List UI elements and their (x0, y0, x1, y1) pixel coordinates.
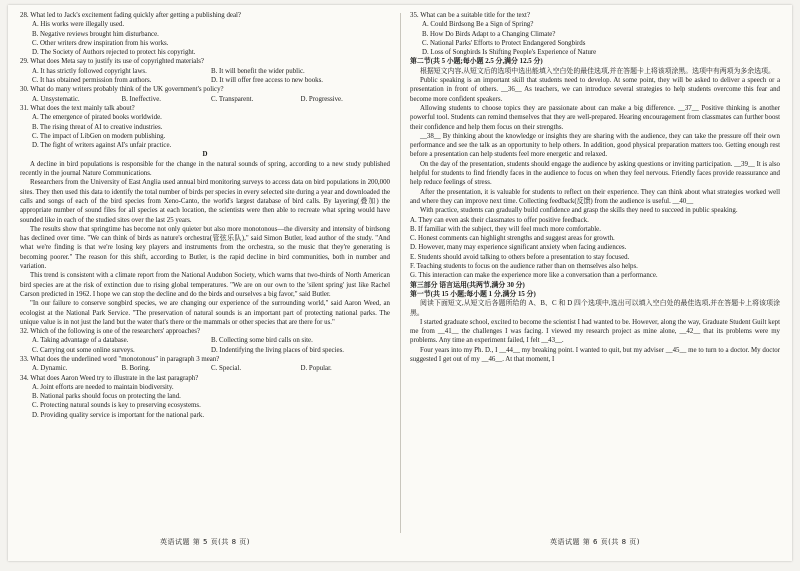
gap-fill-option-e: E. Students should avoid talking to others before a presentation to stay focused. (410, 253, 630, 261)
passage-d-label: D (202, 151, 208, 159)
passage-d-paragraph: The results show that springtime has become not only quieter but also more monotonous—the diversity and intensity of birdsong has declined over time. "We can think of birds as nature's orchestra(管弦乐队)," said Simon Butler, lead author of the study. "And what we're finding is that we're losing key players and instruments from the orchestra, so the music that they're generating is becoming poorer." The reason for this shift, according to Butler, is the rapid decline in bird communities, both in number and variation. (20, 225, 390, 271)
exam-sheet (8, 5, 792, 561)
q35-option-d: D. Loss of Songbirds Is Shifting People's Experience of Nature (422, 49, 597, 57)
q29-option-d: D. It will offer free access to new books. (211, 77, 323, 85)
q28-option-c: C. Other writers drew inspiration from his works. (32, 39, 169, 47)
gap-fill-paragraph: With practice, students can gradually build confidence and grasp the skills they need to succeed in public speaking. (420, 207, 738, 215)
gap-fill-paragraph: Public speaking is an important skill that students need to develop. At some point, they will be asked to deliver a speech or a presentation in front of others. __36__ As teachers, we can introduce several strategies to help students overcome this fear and become more confident speakers. (410, 77, 780, 103)
question-28-stem: 28. What led to Jack's excitement fading quickly after getting a publishing deal? (20, 12, 241, 19)
q30-options (20, 95, 390, 104)
part-3-title: 第三部分 语言运用(共两节,满分 30 分) (410, 281, 525, 289)
question-32-stem: 32. Which of the following is one of the researchers' approaches? (20, 328, 201, 336)
q33-option-d: D. Popular. (300, 365, 332, 373)
q28-option-a: A. His works were illegally used. (32, 21, 125, 29)
gap-fill-paragraph: Allowing students to choose topics they are passionate about can make a big difference. __37__ Positive thinking is another powerful tool. Students can remind themselves that they are well-prepared. Hearing encouragement from classmates can further boost their confidence and help them focus on their strengths. (410, 104, 780, 131)
passage-d-paragraph: This trend is consistent with a climate report from the National Audubon Society, which warns that two-thirds of North American bird species are at the risk of extinction due to rising global temperatures. "We are on our own to the 'silent spring' just like Rachel Carson predicted in 1962. I hope we can stop the decline and do the birds and ourselves a big favor," said Butler. (20, 272, 390, 298)
q34-option-b: B. National parks should focus on protecting the land. (32, 393, 181, 401)
passage-d-paragraph: "In our failure to conserve songbird species, we are changing our experience of the surrounding world," said Aaron Weed, an ecologist at the National Park Service. "The preservation of natural sounds is an important part of protecting national parks. The unique value is in not just the land but the water that's there or the mammals or other species that are there for us." (20, 300, 390, 326)
gap-fill-option-g: G. This interaction can make the experience more like a conversation than a performance. (410, 272, 658, 280)
q32-option-b: B. Collecting some bird calls on site. (211, 337, 313, 345)
q31-option-c: C. The impact of LibGen on modern publishing. (32, 132, 166, 140)
q33-option-b: B. Boring. (121, 365, 151, 373)
q34-option-a: A. Joint efforts are needed to maintain biodiversity. (32, 383, 174, 391)
q34-option-d: D. Providing quality service is important for the national park. (32, 411, 205, 419)
gap-fill-paragraph: On the day of the presentation, students should engage the audience by asking questions or inviting participation. __39__ It is also helpful for students to find friendly faces in the audience to focus on when they feel nervous. Friendly faces provide reassurance and help reduce feelings of stress. (410, 160, 780, 187)
question-35-stem: 35. What can be a suitable title for the text? (410, 12, 531, 19)
q28-option-d: D. The Society of Authors rejected to protect his copyright. (32, 49, 196, 57)
question-31-stem: 31. What does the text mainly talk about? (20, 104, 135, 112)
part-3-instructions: 阅读下面短文,从短文后各题所给的 A、B、C 和 D 四个选项中,选出可以填入空白处的最佳选项,并在答题卡上将该项涂黑。 (410, 300, 780, 317)
section-2-title: 第二节(共 5 小题;每小题 2.5 分,满分 12.5 分) (410, 58, 543, 66)
passage-d-paragraph: A decline in bird populations is responsible for the change in the natural sounds of spring, according to a new study published recently in the journal Nature Communications. (20, 160, 390, 178)
column-divider (400, 13, 401, 533)
question-29-stem: 29. What does Meta say to justify its use of copyrighted materials? (20, 58, 204, 66)
gap-fill-option-f: F. Teaching students to focus on the audience rather than on themselves also helps. (410, 263, 638, 271)
q29-option-a: A. It has strictly followed copyright laws. (32, 67, 147, 75)
q33-option-a: A. Dynamic. (32, 365, 68, 373)
gap-fill-option-a: A. They can even ask their classmates to offer positive feedback. (410, 216, 589, 224)
q32-options-row-2 (20, 346, 390, 355)
page-5-footer: 英语试题 第 5 页(共 8 页) (160, 538, 250, 546)
q31-option-d: D. The fight of writers against AI's unfair practice. (32, 142, 172, 150)
q31-option-a: A. The emergence of pirated books worldwide. (32, 114, 162, 122)
section-2-instructions: 根据短文内容,从短文后的选项中选出能填入空白处的最佳选项,并在答题卡上将该项涂黑。选项中有两项为多余选项。 (420, 67, 775, 75)
question-30-stem: 30. What do many writers probably think of the UK government's policy? (20, 86, 224, 94)
q31-option-b: B. The rising threat of AI to creative industries. (32, 123, 163, 131)
question-33-stem: 33. What does the underlined word "monotonous" in paragraph 3 mean? (20, 355, 220, 363)
right-column (410, 11, 780, 529)
gap-fill-option-c: C. Honest comments can highlight strengths and suggest areas for growth. (410, 235, 615, 243)
q30-option-d: D. Progressive. (300, 95, 343, 103)
q34-option-c: C. Protecting natural sounds is key to preserving ecosystems. (32, 402, 201, 410)
cloze-paragraph: Four years into my Ph. D., I __44__ my breaking point. I wanted to quit, but my adviser __45__ me to turn to a doctor. My doctor suggested I get out of my __46__. At that moment, I (410, 346, 780, 363)
gap-fill-option-d: D. However, many may experience significant anxiety when facing audiences. (410, 244, 627, 252)
q29-option-b: B. It will benefit the wider public. (211, 67, 305, 75)
page-6-footer: 英语试题 第 6 页(共 8 页) (550, 538, 640, 546)
q35-option-c: C. National Parks' Efforts to Protect Endangered Songbirds (422, 39, 586, 47)
part-3-section-1-title: 第一节(共 15 小题;每小题 1 分,满分 15 分) (410, 290, 536, 298)
cloze-paragraph: I started graduate school, excited to become the scientist I had wanted to be. However, along the way, Graduate Student Guilt kept me from __41__ the challenges I was facing. I viewed my research project as mine alone, __42__ that its problems were my problems. Any time an experiment failed, I felt __43__. (410, 318, 780, 345)
gap-fill-paragraph: __38__ By thinking about the knowledge or insights they are sharing with the audience, they can take the pressure off their own performance and see the talk as an opportunity to help others. In addition, good physical preparation matters too. Getting enough rest before a presentation can help students feel more energetic and relaxed. (410, 132, 780, 159)
q29-options-row-1 (20, 67, 390, 76)
q32-option-a: A. Taking advantage of a database. (32, 337, 129, 345)
q32-options-row-1 (20, 336, 390, 345)
q35-option-b: B. How Do Birds Adapt to a Changing Climate? (422, 30, 556, 38)
question-34-stem: 34. What does Aaron Weed try to illustrate in the last paragraph? (20, 374, 199, 382)
q29-option-c: C. It has obtained permission from authors. (32, 77, 152, 85)
q30-option-a: A. Unsystematic. (32, 95, 80, 103)
q33-options (20, 364, 390, 373)
q32-option-c: C. Carrying out some online surveys. (32, 346, 135, 354)
gap-fill-option-b: B. If familiar with the subject, they will feel much more comfortable. (410, 225, 601, 233)
passage-d-paragraph: Researchers from the University of East Anglia used annual bird monitoring surveys to access data on bird populations in 200,000 sites. They then used this data to identify the total number of birds per species in every selected site during a year and downloaded the calls and songs of each of the bird species from Xeno-Canto, the world's largest database of bird calls. By layering(叠加) the appropriate number of sound files for all species at each location, the scientists were then able to recreate what spring would have sounded like in each of the studied sites over the last 25 years. (20, 179, 390, 224)
left-column (20, 11, 390, 529)
q28-option-b: B. Negative reviews brought him disturbance. (32, 30, 159, 38)
q35-option-a: A. Could Birdsong Be a Sign of Spring? (422, 21, 534, 29)
q32-option-d: D. Indentifying the living places of bird species. (211, 346, 344, 354)
q33-option-c: C. Special. (211, 365, 242, 373)
q30-option-b: B. Ineffective. (121, 95, 161, 103)
gap-fill-paragraph: After the presentation, it is valuable for students to reflect on their experience. They can think about what strategies worked well and where they can improve next time. Collecting feedback(反馈) from the audience is useful. __40__ (410, 188, 780, 205)
q29-options-row-2 (20, 76, 390, 85)
q30-option-c: C. Transparent. (211, 95, 254, 103)
